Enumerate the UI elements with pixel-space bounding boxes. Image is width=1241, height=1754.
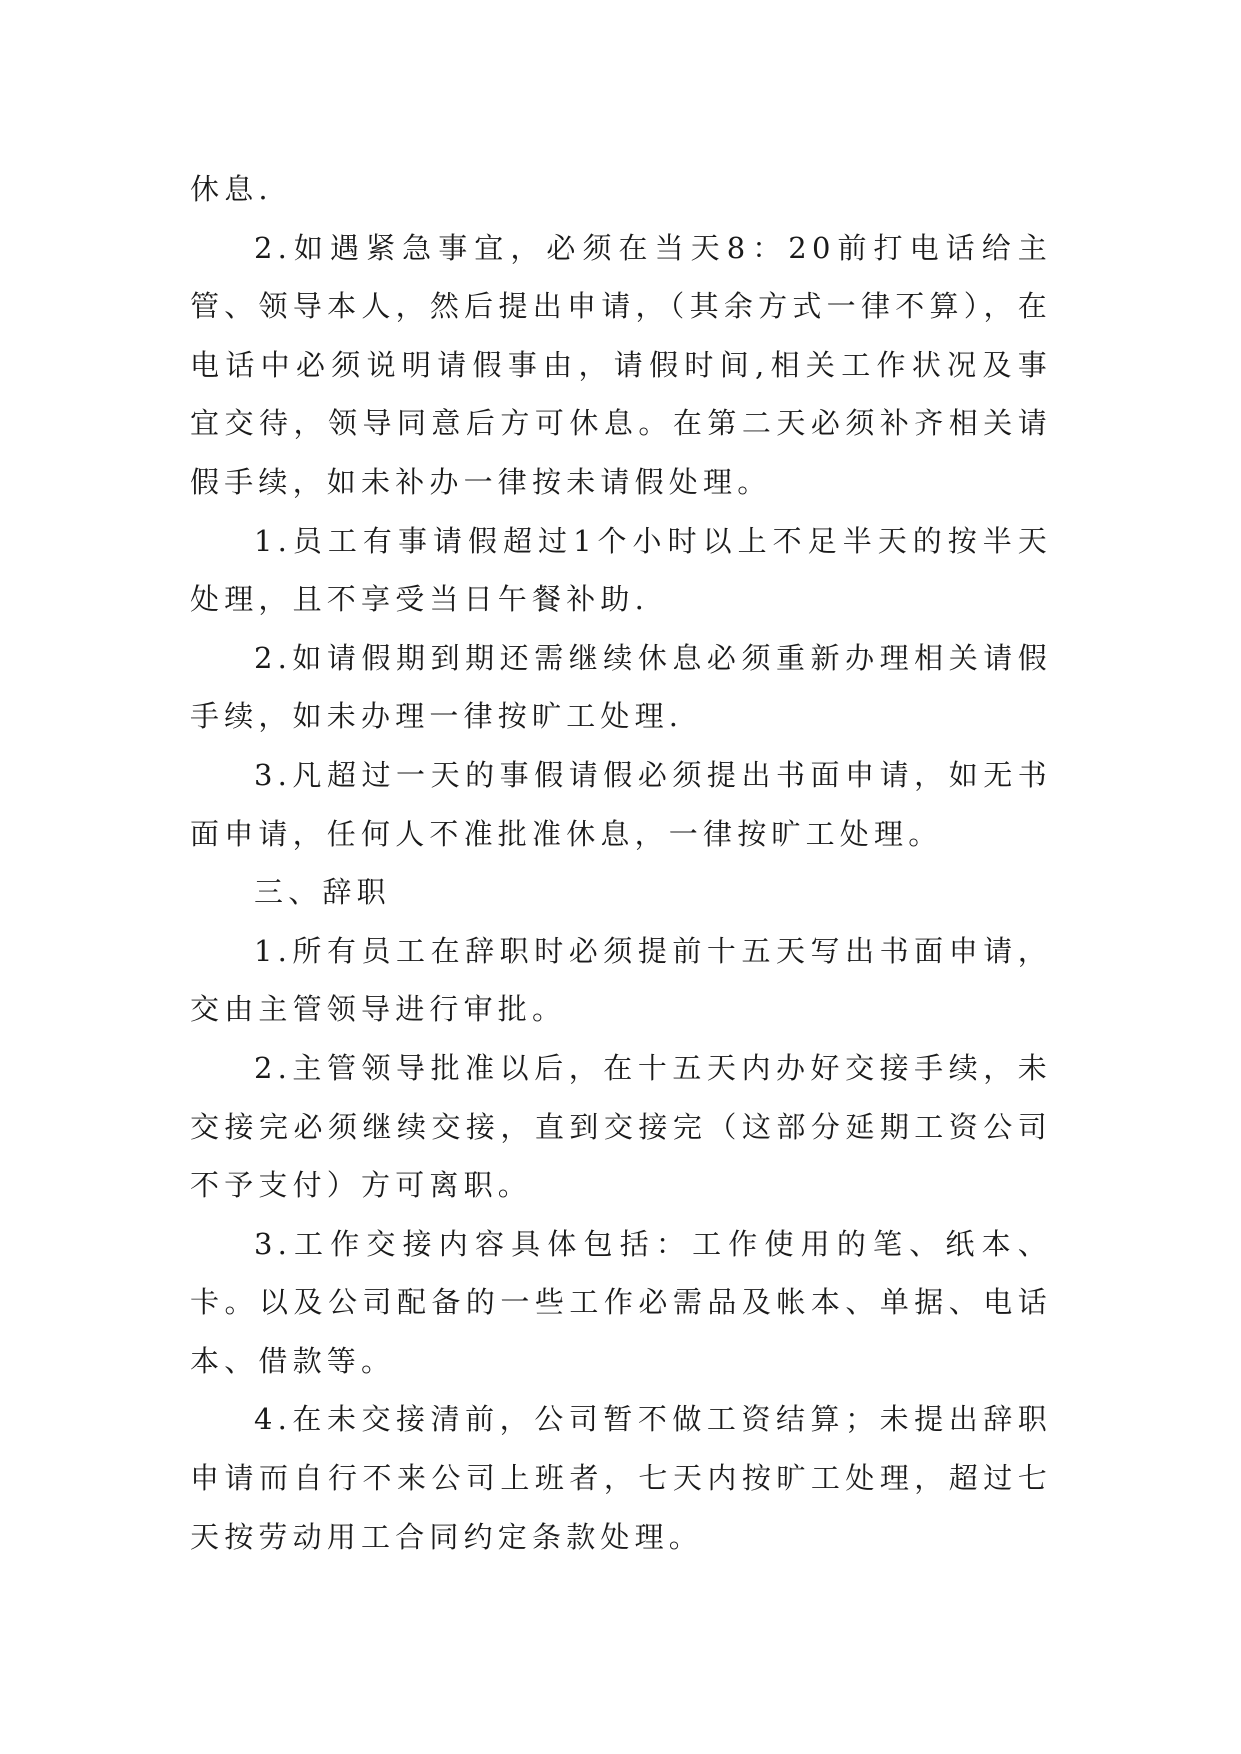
- paragraph-handover-items: 3.工作交接内容具体包括：工作使用的笔、纸本、卡。以及公司配备的一些工作必需品及帐本、单据、电话本、借款等。: [190, 1226, 1052, 1378]
- paragraph-leave-extension: 2.如请假期到期还需继续休息必须重新办理相关请假手续，如未办理一律按旷工处理.: [190, 640, 1052, 734]
- paragraph-continuation: 休息.: [190, 172, 273, 206]
- paragraph-handover: 2.主管领导批准以后，在十五天内办好交接手续，未交接完必须继续交接，直到交接完（这部分延期工资公司不予支付）方可离职。: [190, 1050, 1052, 1203]
- paragraph-half-day-rule: 1.员工有事请假超过1个小时以上不足半天的按半天处理，且不享受当日午餐补助.: [190, 523, 1052, 617]
- paragraph-salary-settlement: 4.在未交接清前，公司暂不做工资结算；未提出辞职申请而自行不来公司上班者，七天内按旷工处理，超过七天按劳动用工合同约定条款处理。: [190, 1402, 1052, 1554]
- paragraph-written-request: 3.凡超过一天的事假请假必须提出书面申请，如无书面申请，任何人不准批准休息，一律按旷工处理。: [190, 757, 1052, 851]
- document-body: [190, 160, 1052, 1566]
- section-heading-resignation: 三、辞职: [254, 875, 391, 910]
- paragraph-emergency-leave: 2.如遇紧急事宜，必须在当天8：20前打电话给主管、领导本人，然后提出申请，（其余方式一律不算），在电话中必须说明请假事由，请假时间,相关工作状况及事宜交待，领导同意后方可休息。在第二天必须补齐相关请假手续，如未补办一律按未请假处理。: [190, 230, 1052, 499]
- paragraph-resignation-notice: 1.所有员工在辞职时必须提前十五天写出书面申请，交由主管领导进行审批。: [190, 933, 1052, 1027]
